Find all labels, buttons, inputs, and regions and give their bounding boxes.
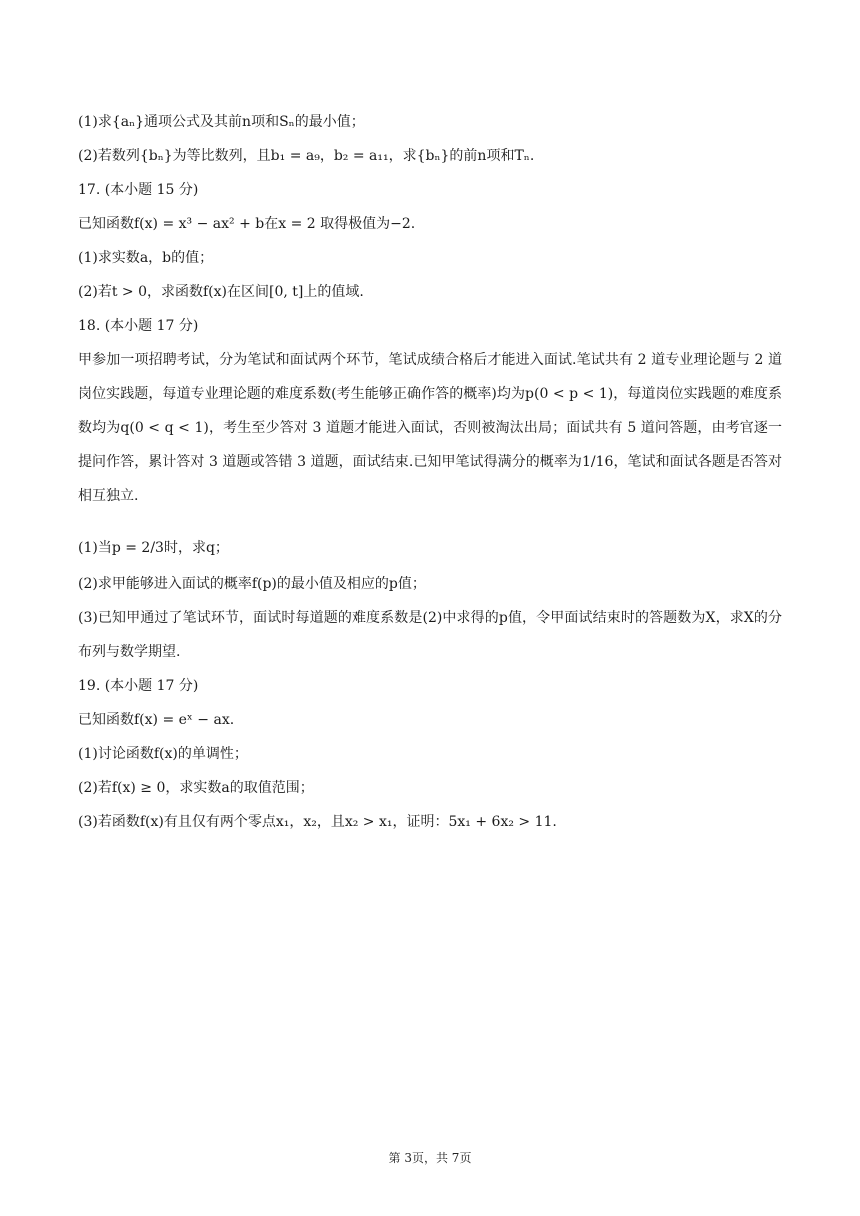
problem-17-part-2: (2)若t > 0，求函数f(x)在区间[0, t]上的值域.	[78, 284, 364, 300]
problem-19-part-1: (1)讨论函数f(x)的单调性；	[78, 746, 248, 762]
problem-17-stem: 已知函数f(x) = x³ − ax² + b在x = 2 取得极值为−2.	[78, 216, 416, 232]
problem-17-part-1: (1)求实数a，b的值；	[78, 250, 214, 266]
problem-16-part-2: (2)若数列{bₙ}为等比数列，且b₁ = a₉，b₂ = a₁₁，求{bₙ}的前n项和Tₙ.	[78, 148, 535, 164]
problem-19-part-3: (3)若函数f(x)有且仅有两个零点x₁，x₂，且x₂ > x₁，证明：5x₁ + 6x₂ > 11.	[78, 814, 557, 830]
problem-18-stem: 甲参加一项招聘考试，分为笔试和面试两个环节，笔试成绩合格后才能进入面试.笔试共有 2 道专业理论题与 2 道岗位实践题，每道专业理论题的难度系数(考生能够正确作答的概率)均为p(0 < p < 1)，每道岗位实践题的难度系数均为q(0 < q < 1)，考生至少答对 3 道题才能进入面试，否则被淘汰出局；面试共有 5 道问答题，由考官逐一提问作答，累计答对 3 道题或答错 3 道题，面试结束.已知甲笔试得满分的概率为1/16，笔试和面试各题是否答对相互独立.	[78, 352, 782, 504]
problem-18-part-2: (2)求甲能够进入面试的概率f(p)的最小值及相应的p值；	[78, 576, 426, 592]
problem-17-header: 17. (本小题 15 分)	[78, 182, 199, 198]
problem-19-part-2: (2)若f(x) ≥ 0，求实数a的取值范围；	[78, 780, 314, 796]
problem-18-header: 18. (本小题 17 分)	[78, 318, 199, 334]
page-number-footer: 第 3页，共 7页	[388, 1151, 472, 1165]
problem-18-part-1: (1)当p = 2/3时，求q；	[78, 540, 229, 556]
problem-16-part-1: (1)求{aₙ}通项公式及其前n项和Sₙ的最小值；	[78, 114, 365, 130]
problem-19-stem: 已知函数f(x) = eˣ − ax.	[78, 712, 235, 728]
problem-18-part-3: (3)已知甲通过了笔试环节，面试时每道题的难度系数是(2)中求得的p值，令甲面试结束时的答题数为X，求X的分布列与数学期望.	[78, 610, 782, 660]
problem-19-header: 19. (本小题 17 分)	[78, 678, 199, 694]
